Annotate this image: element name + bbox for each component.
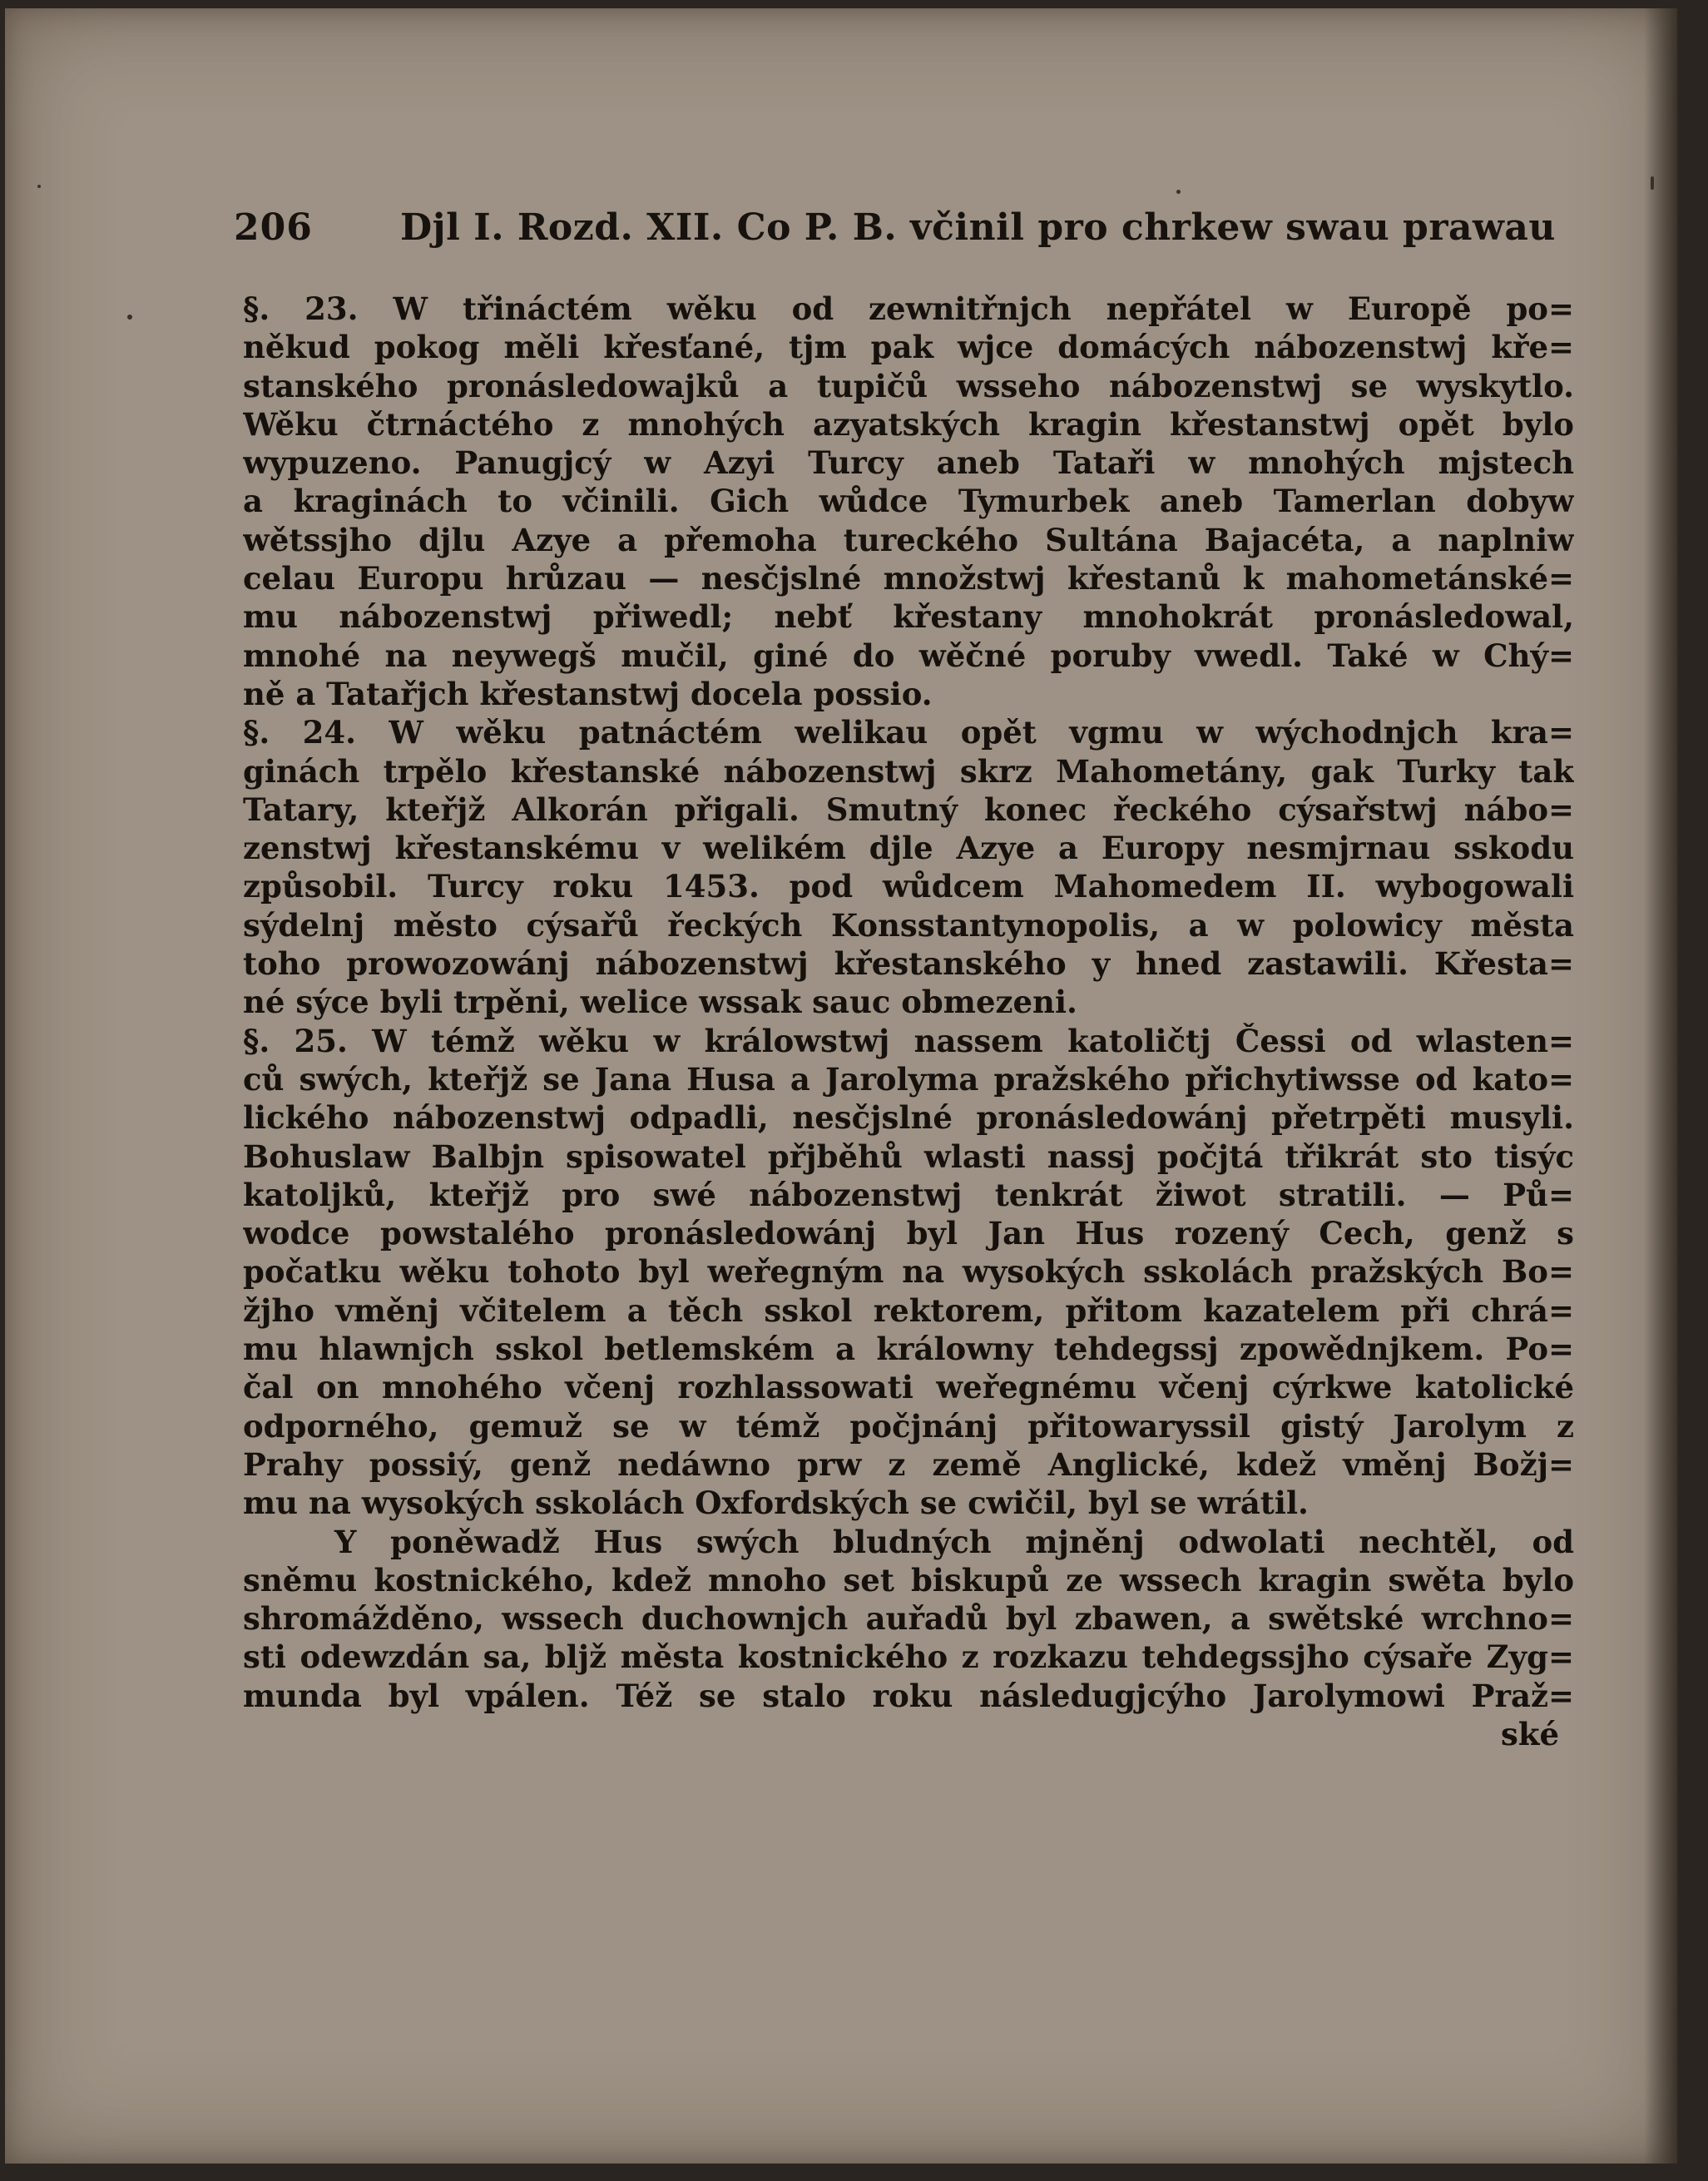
text-line: zenstwj křestanskému v welikém djle Azye a Europy nesmjrnau sskodu: [243, 830, 1574, 867]
text-line: Prahy possiý, genž nedáwno prw z země Anglické, kdež vměnj Božj=: [243, 1445, 1574, 1483]
text-line: shromážděno, wssech duchownjch auřadů byl zbawen, a swětské wrchno=: [243, 1600, 1574, 1638]
ink-speck: [1651, 176, 1654, 190]
text-line: mu nábozenstwj přiwedl; nebť křestany mnohokrát pronásledowal,: [243, 598, 1574, 636]
catchword: ské: [1500, 1715, 1559, 1752]
text-line: Wěku čtrnáctého z mnohých azyatských kragin křestanstwj opět bylo: [243, 405, 1574, 443]
text-line: počatku wěku tohoto byl weřegným na wysokých sskolách pražských Bo=: [243, 1253, 1574, 1291]
text-line: způsobil. Turcy roku 1453. pod wůdcem Mahomedem II. wybogowali: [243, 868, 1574, 905]
text-line: ně a Tatařjch křestanstwj docela possio.: [243, 675, 933, 712]
text-line: wypuzeno. Panugjcý w Azyi Turcy aneb Tataři w mnohých mjstech: [243, 444, 1574, 482]
text-line: Y poněwadž Hus swých bludných mjněnj odwolati nechtěl, od: [334, 1523, 1574, 1560]
text-line: sýdelnj město cýsařů řeckých Konsstantynopolis, a w polowicy města: [243, 906, 1574, 944]
paragraph-24: [243, 713, 1574, 1021]
text-line: mnohé na neywegš mučil, giné do wěčné poruby vwedl. Také w Chý=: [243, 637, 1574, 674]
text-line: žjho vměnj včitelem a těch sskol rektorem, přitom kazatelem při chrá=: [243, 1291, 1574, 1329]
text-line: sti odewzdán sa, bljž města kostnického z rozkazu tehdegssjho cýsaře Zyg=: [243, 1638, 1574, 1676]
text-line: munda byl vpálen. Též se stalo roku následugjcýho Jarolymowi Praž=: [243, 1677, 1574, 1714]
text-line: stanského pronásledowajků a tupičů wsseho nábozenstwj se wyskytlo.: [243, 367, 1574, 404]
text-line: celau Europu hrůzau — nesčjslné množstwj křestanů k mahometánské=: [243, 560, 1574, 597]
paragraph-hus: [243, 1523, 1574, 1715]
text-line: §. 23. W třináctém wěku od zewnitřnjch nepřátel w Europě po=: [243, 290, 1574, 327]
text-line: a kraginách to včinili. Gich wůdce Tymurbek aneb Tamerlan dobyw: [243, 483, 1574, 520]
text-line: né sýce byli trpěni, welice wssak sauc obmezeni.: [243, 984, 1077, 1021]
text-line: wodce powstalého pronásledowánj byl Jan Hus rozený Cech, genž s: [243, 1215, 1574, 1252]
body-text: [243, 290, 1574, 1753]
text-line: Bohuslaw Balbjn spisowatel přjběhů wlasti nassj počjtá třikrát sto tisýc: [243, 1138, 1574, 1175]
text-line: mu na wysokých sskolách Oxfordských se cwičil, byl se wrátil.: [243, 1485, 1309, 1522]
text-line: mu hlawnjch sskol betlemském a králowny tehdegssj zpowědnjkem. Po=: [243, 1331, 1574, 1368]
text-line: sněmu kostnického, kdež mnoho set biskupů ze wssech kragin swěta bylo: [243, 1561, 1574, 1599]
text-line: někud pokog měli křesťané, tjm pak wjce domácých nábozenstwj kře=: [243, 329, 1574, 366]
paragraph-23: [243, 290, 1574, 713]
text-line: katoljků, kteřjž pro swé nábozenstwj tenkrát žiwot stratili. — Pů=: [243, 1176, 1574, 1213]
page-number: 206: [234, 206, 313, 249]
ink-speck: [37, 185, 41, 188]
text-line: čal on mnohého včenj rozhlassowati weřegnému včenj cýrkwe katolické: [243, 1369, 1574, 1406]
text-line: §. 25. W témž wěku w králowstwj nassem katoličtj Čessi od wlasten=: [243, 1022, 1574, 1059]
text-line: odporného, gemuž se w témž počjnánj přitowaryssil gistý Jarolym z: [243, 1407, 1574, 1445]
paragraph-25: [243, 1022, 1574, 1523]
text-line: lického nábozenstwj odpadli, nesčjslné pronásledowánj přetrpěti musyli.: [243, 1099, 1574, 1137]
running-title: Djl I. Rozd. XII. Co P. B. včinil pro chrkew swau prawau: [400, 206, 1556, 249]
ink-speck: [1176, 190, 1181, 194]
text-line: §. 24. W wěku patnáctém welikau opět vgmu w wýchodnjch kra=: [243, 714, 1574, 751]
text-line: wětssjho djlu Azye a přemoha tureckého Sultána Bajacéta, a naplniw: [243, 521, 1574, 558]
text-line: toho prowozowánj nábozenstwj křestanského y hned zastawili. Křesta=: [243, 945, 1574, 983]
text-line: ců swých, kteřjž se Jana Husa a Jarolyma pražského přichytiwsse od kato=: [243, 1060, 1574, 1098]
text-line: Tatary, kteřjž Alkorán přigali. Smutný konec řeckého cýsařstwj nábo=: [243, 791, 1574, 828]
text-line: ginách trpělo křestanské nábozenstwj skrz Mahometány, gak Turky tak: [243, 752, 1574, 790]
page-edge-shadow: [1644, 8, 1677, 2164]
ink-speck: [127, 315, 132, 320]
running-header: [234, 206, 1565, 265]
